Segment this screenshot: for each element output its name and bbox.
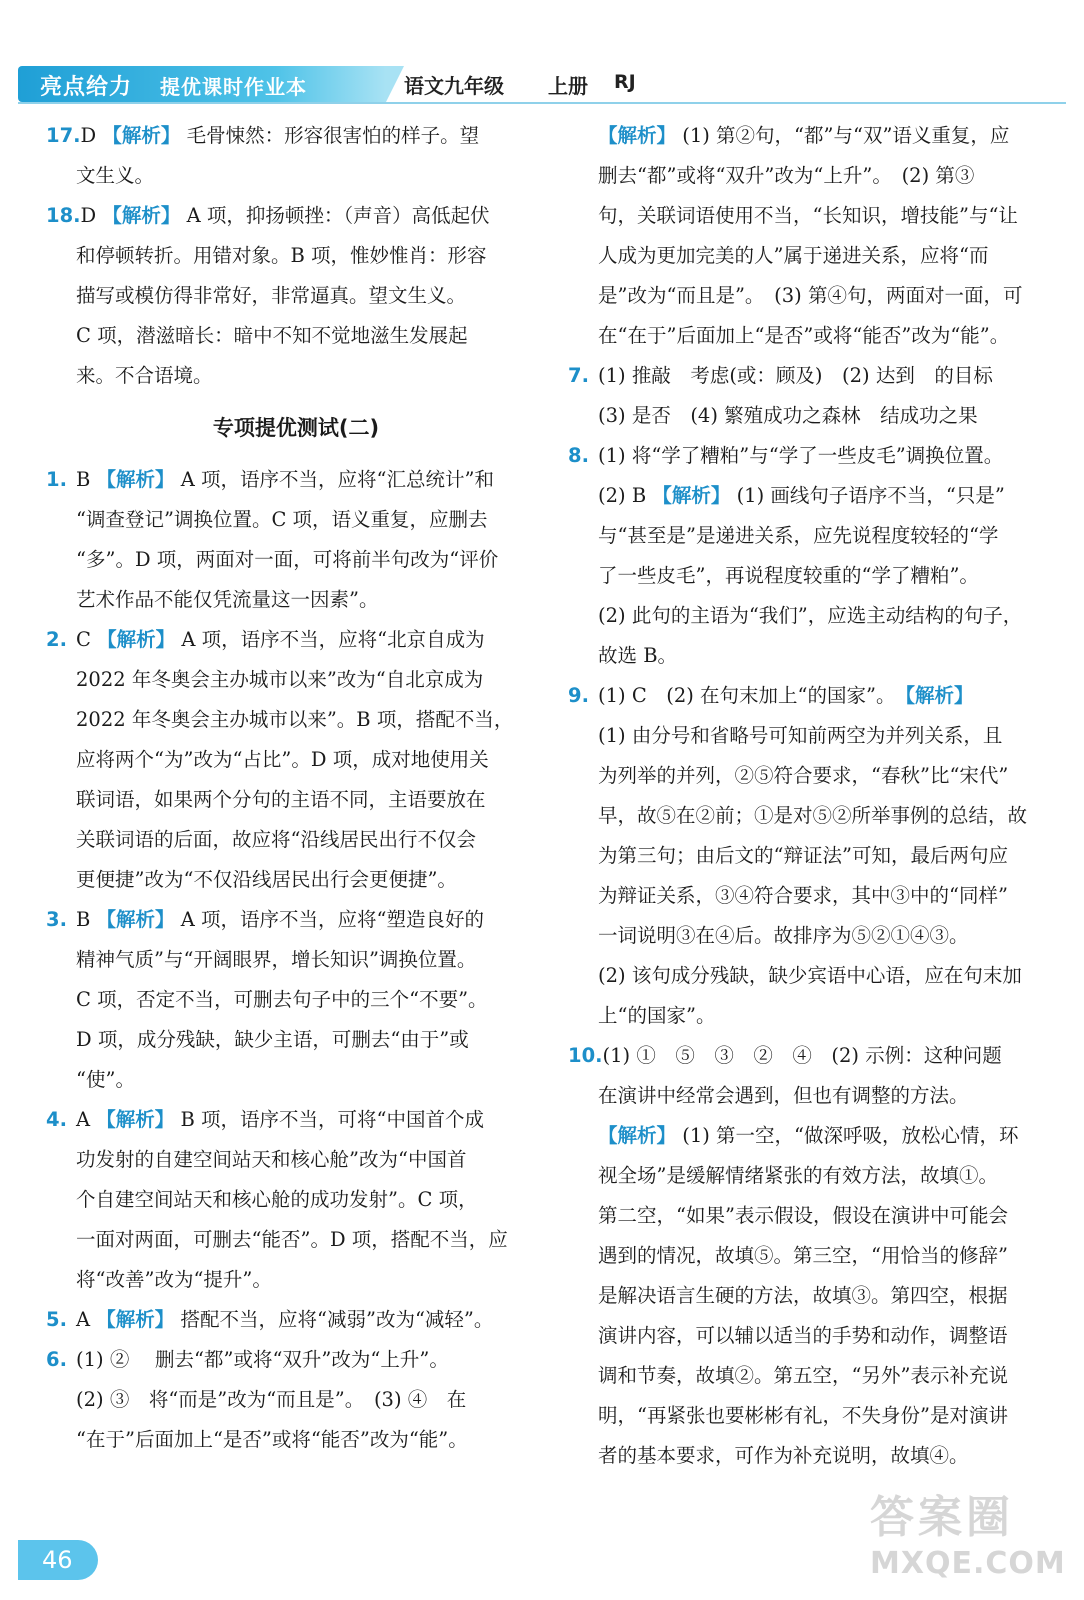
question-number: 5. [46, 1308, 67, 1331]
analysis-text: A 项，语序不当，应将“汇总统计”和 [180, 468, 494, 491]
watermark-logo [870, 1490, 1066, 1590]
analysis-text: (2) 此句的主语为“我们”，应选主动结构的句子， [598, 604, 1023, 627]
analysis-text: 上“的国家”。 [598, 1004, 716, 1027]
analysis-text: 精神气质”与“开阔眼界，增长知识”调换位置。 [76, 948, 477, 971]
answer-item-7 [568, 356, 1068, 436]
analysis-tag: 【解析】 [598, 124, 677, 147]
answer-text: 在演讲中经常会遇到，但也有调整的方法。 [598, 1084, 969, 1107]
page-number: 46 [18, 1540, 98, 1580]
question-number: 4. [46, 1108, 67, 1131]
analysis-text: 调和节奏，故填②。第五空，“另外”表示补充说 [598, 1364, 1008, 1387]
analysis-tag: 【解析】 [96, 468, 175, 491]
question-number: 7. [568, 364, 589, 387]
analysis-tag: 【解析】 [97, 628, 176, 651]
answer-line [46, 1100, 546, 1140]
analysis-text: 来。不合语境。 [76, 364, 213, 387]
answer-text: (2) B [598, 484, 647, 507]
analysis-tag: 【解析】 [102, 204, 181, 227]
analysis-text: “调查登记”调换位置。C 项，语义重复，应删去 [76, 508, 488, 531]
analysis-text: 文生义。 [76, 164, 155, 187]
question-number: 1. [46, 468, 67, 491]
volume-label: 上册 [548, 74, 588, 98]
analysis-text: 和停顿转折。用错对象。B 项，惟妙惟肖：形容 [76, 244, 487, 267]
analysis-text: 一面对两面，可删去“能否”。D 项，搭配不当，应 [76, 1228, 508, 1251]
analysis-text: 为第三句；由后文的“辩证法”可知，最后两句应 [598, 844, 1008, 867]
answer-item-6 [46, 1340, 546, 1460]
analysis-text: 人成为更加完美的人”属于递进关系，应将“而 [598, 244, 989, 267]
analysis-tag: 【解析】 [96, 1108, 175, 1131]
analysis-text: 个自建空间站天和核心舱的成功发射”。C 项， [76, 1188, 478, 1211]
analysis-tag: 【解析】 [652, 484, 731, 507]
answer-choice: D [80, 124, 97, 147]
header-rule [18, 102, 1066, 104]
answer-line [46, 620, 546, 660]
analysis-text: A 项，抑扬顿挫：（声音）高低起伏 [186, 204, 490, 227]
analysis-text: 早，故⑤在②前；①是对⑤②所举事例的总结，故 [598, 804, 1028, 827]
answer-line [46, 900, 546, 940]
answer-choice: B [76, 468, 91, 491]
answer-line [46, 116, 546, 156]
analysis-text: 遇到的情况，故填⑤。第三空，“用恰当的修辞” [598, 1244, 1008, 1267]
analysis-text: 删去“都”或将“双升”改为“上升”。 (2) 第③ [598, 164, 975, 187]
edition-label: RJ [614, 71, 636, 93]
answer-line [46, 1340, 546, 1380]
question-number: 2. [46, 628, 67, 651]
answer-item-2 [46, 620, 546, 900]
page-header [0, 62, 1084, 106]
question-number: 10. [568, 1044, 603, 1067]
answer-text: (1) 将“学了糟粕”与“学了一些皮毛”调换位置。 [598, 444, 1004, 467]
analysis-text: 第二空，“如果”表示假设，假设在演讲中可能会 [598, 1204, 1008, 1227]
analysis-text: 联词语，如果两个分句的主语不同，主语要放在 [76, 788, 486, 811]
analysis-text: 为列举的并列，②⑤符合要求，“春秋”比“宋代” [598, 764, 1009, 787]
analysis-text: 艺术作品不能仅凭流量这一因素”。 [76, 588, 379, 611]
question-number: 17. [46, 124, 81, 147]
answer-item-18 [46, 196, 546, 396]
analysis-text: 是”改为“而且是”。 (3) 第④句，两面对一面，可 [598, 284, 1023, 307]
answer-line [46, 460, 546, 500]
analysis-text: 搭配不当，应将“减弱”改为“减轻”。 [180, 1308, 494, 1331]
analysis-text: 明，“再紧张也要彬彬有礼，不失身份”是对演讲 [598, 1404, 1008, 1427]
answer-text: (1) C (2) 在句末加上“的国家”。 [598, 684, 886, 707]
answer-line [46, 1300, 546, 1340]
analysis-text: (1) 第一空，“做深呼吸，放松心情，环 [682, 1124, 1019, 1147]
answer-item-10 [568, 1036, 1068, 1476]
analysis-text: A 项，语序不当，应将“北京自成为 [181, 628, 485, 651]
answer-text: (1) ① ⑤ ③ ② ④ (2) 示例：这种问题 [602, 1044, 1002, 1067]
analysis-text: (1) 由分号和省略号可知前两空为并列关系，且 [598, 724, 1003, 747]
analysis-text: B 项，语序不当，可将“中国首个成 [180, 1108, 485, 1131]
answer-line [46, 196, 546, 236]
left-column [46, 116, 546, 1460]
answer-line [568, 476, 1068, 516]
analysis-text: (1) 画线句子语序不当，“只是” [736, 484, 1005, 507]
analysis-text: 将“改善”改为“提升”。 [76, 1268, 272, 1291]
analysis-text: 应将两个“为”改为“占比”。D 项，成对地使用关 [76, 748, 489, 771]
watermark-text: 答案圈 [870, 1492, 1014, 1543]
analysis-text: 了一些皮毛”，再说程度较重的“学了糟粕”。 [598, 564, 979, 587]
watermark-url: MXQE.COM [870, 1546, 1066, 1581]
answer-text: (3) 是否 (4) 繁殖成功之森林 结成功之果 [598, 404, 978, 427]
answer-choice: B [76, 908, 91, 931]
analysis-text: 关联词语的后面，故应将“沿线居民出行不仅会 [76, 828, 476, 851]
answer-line [568, 116, 1068, 156]
answer-choice: D [80, 204, 97, 227]
answer-item-5 [46, 1300, 546, 1340]
analysis-tag: 【解析】 [96, 1308, 175, 1331]
answer-line [568, 1116, 1068, 1156]
analysis-text: 在“在于”后面加上“是否”或将“能否”改为“能”。 [598, 324, 1010, 347]
question-number: 9. [568, 684, 589, 707]
analysis-text: 更便捷”改为“不仅沿线居民出行会更便捷”。 [76, 868, 457, 891]
answer-line [568, 356, 1068, 396]
section-title: 专项提优测试(二) [212, 416, 380, 440]
analysis-text: 毛骨悚然：形容很害怕的样子。望 [186, 124, 480, 147]
answer-item-17 [46, 116, 546, 196]
analysis-text: 是解决语言生硬的方法，故填③。第四空，根据 [598, 1284, 1008, 1307]
analysis-tag: 【解析】 [598, 1124, 677, 1147]
analysis-text: 句，关联词语使用不当，“长知识，增技能”与“让 [598, 204, 1018, 227]
analysis-text: 2022 年冬奥会主办城市以来”。B 项，搭配不当， [76, 708, 514, 731]
answer-item-6-analysis [568, 116, 1068, 356]
answer-text: (2) ③ 将“而是”改为“而且是”。 (3) ④ 在 [76, 1388, 467, 1411]
question-number: 8. [568, 444, 589, 467]
analysis-tag: 【解析】 [102, 124, 181, 147]
analysis-text: 视全场”是缓解情绪紧张的有效方法，故填①。 [598, 1164, 998, 1187]
analysis-text: (2) 该句成分残缺，缺少宾语中心语，应在句末加 [598, 964, 1022, 987]
answer-text: (1) ② 删去“都”或将“双升”改为“上升”。 [76, 1348, 449, 1371]
answer-text: “在于”后面加上“是否”或将“能否”改为“能”。 [76, 1428, 468, 1451]
answer-choice: A [76, 1108, 91, 1131]
question-number: 3. [46, 908, 67, 931]
answer-line [568, 676, 1068, 716]
analysis-text: 2022 年冬奥会主办城市以来”改为“自北京成为 [76, 668, 484, 691]
question-number: 6. [46, 1348, 67, 1371]
question-number: 18. [46, 204, 81, 227]
analysis-text: 演讲内容，可以辅以适当的手势和动作，调整语 [598, 1324, 1008, 1347]
answer-item-8 [568, 436, 1068, 676]
analysis-tag: 【解析】 [905, 684, 974, 707]
answer-line [568, 436, 1068, 476]
analysis-tag: 【解析】 [96, 908, 175, 931]
analysis-text: 与“甚至是”是递进关系，应先说程度较轻的“学 [598, 524, 999, 547]
analysis-text: A 项，语序不当，应将“塑造良好的 [180, 908, 485, 931]
right-column [568, 116, 1068, 1476]
analysis-text: 故选 B。 [598, 644, 678, 667]
analysis-text: 功发射的自建空间站天和核心舱”改为“中国首 [76, 1148, 467, 1171]
answer-choice: A [76, 1308, 91, 1331]
analysis-text: 者的基本要求，可作为补充说明，故填④。 [598, 1444, 969, 1467]
analysis-text: C 项，潜滋暗长：暗中不知不觉地滋生发展起 [76, 324, 468, 347]
answer-text: (1) 推敲 考虑(或：顾及) (2) 达到 的目标 [598, 364, 993, 387]
answer-item-9 [568, 676, 1068, 1036]
answer-item-4 [46, 1100, 546, 1300]
analysis-text: (1) 第②句，“都”与“双”语义重复，应 [682, 124, 1010, 147]
analysis-text: D 项，成分残缺，缺少主语，可删去“由于”或 [76, 1028, 469, 1051]
answer-item-1 [46, 460, 546, 620]
series-title: 提优课时作业本 [160, 75, 307, 99]
analysis-text: 一词说明③在④后。故排序为⑤②①④③。 [598, 924, 969, 947]
analysis-text: “使”。 [76, 1068, 135, 1091]
analysis-text: 描写或模仿得非常好，非常逼真。望文生义。 [76, 284, 467, 307]
analysis-text: 为辩证关系，③④符合要求，其中③中的“同样” [598, 884, 1008, 907]
answer-choice: C [76, 628, 91, 651]
brand-title: 亮点给力 [40, 75, 133, 100]
analysis-text: C 项，否定不当，可删去句子中的三个“不要”。 [76, 988, 488, 1011]
analysis-text: “多”。D 项，两面对一面，可将前半句改为“评价 [76, 548, 499, 571]
answer-line [568, 1036, 1068, 1076]
subject-grade: 语文九年级 [404, 74, 504, 98]
answer-item-3 [46, 900, 546, 1100]
